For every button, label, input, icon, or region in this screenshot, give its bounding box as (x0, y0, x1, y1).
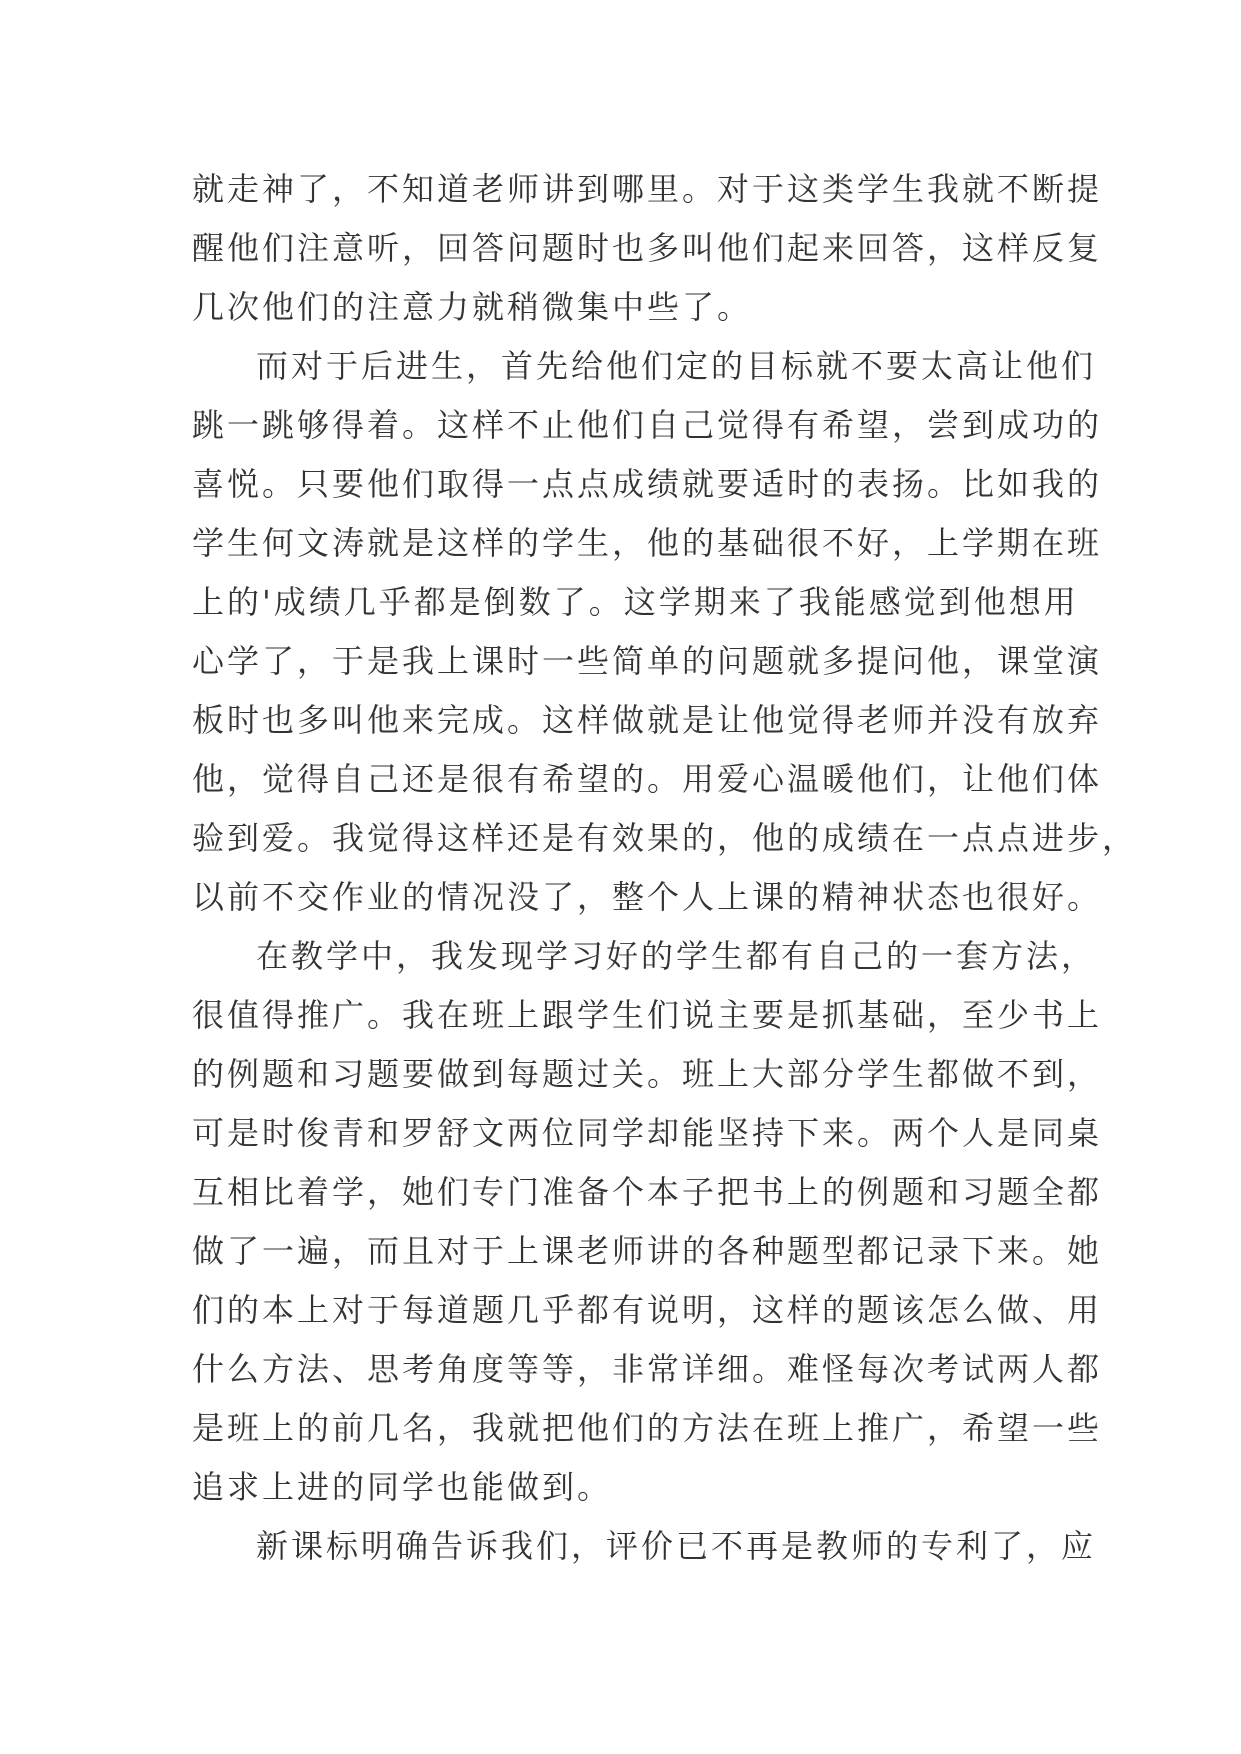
text-line: 们的本上对于每道题几乎都有说明，这样的题该怎么做、用 (192, 1291, 1103, 1329)
text-line: 他，觉得自己还是很有希望的。用爱心温暖他们，让他们体 (192, 760, 1103, 798)
text-line: 的例题和习题要做到每题过关。班上大部分学生都做不到， (192, 1055, 1103, 1093)
text-line: 板时也多叫他来完成。这样做就是让他觉得老师并没有放弃 (192, 701, 1103, 739)
text-line: 追求上进的同学也能做到。 (192, 1468, 613, 1506)
text-line: 就走神了，不知道老师讲到哪里。对于这类学生我就不断提 (192, 170, 1103, 208)
text-line: 什么方法、思考角度等等，非常详细。难怪每次考试两人都 (192, 1350, 1103, 1388)
text-line: 验到爱。我觉得这样还是有效果的，他的成绩在一点点进步， (192, 819, 1138, 857)
text-line: 上的'成绩几乎都是倒数了。这学期来了我能感觉到他想用 (192, 583, 1079, 621)
body-text (192, 160, 1138, 1576)
text-line: 可是时俊青和罗舒文两位同学却能坚持下来。两个人是同桌 (192, 1114, 1103, 1152)
text-line: 做了一遍，而且对于上课老师讲的各种题型都记录下来。她 (192, 1232, 1103, 1270)
text-line: 跳一跳够得着。这样不止他们自己觉得有希望，尝到成功的 (192, 406, 1103, 444)
paragraph-first-line: 新课标明确告诉我们，评价已不再是教师的专利了，应 (256, 1527, 1097, 1565)
paragraph-first-line: 在教学中，我发现学习好的学生都有自己的一套方法， (256, 937, 1097, 975)
text-line: 很值得推广。我在班上跟学生们说主要是抓基础，至少书上 (192, 996, 1103, 1034)
text-line: 几次他们的注意力就稍微集中些了。 (192, 288, 753, 326)
text-line: 喜悦。只要他们取得一点点成绩就要适时的表扬。比如我的 (192, 465, 1103, 503)
text-line: 心学了，于是我上课时一些简单的问题就多提问他，课堂演 (192, 642, 1103, 680)
text-line: 醒他们注意听，回答问题时也多叫他们起来回答，这样反复 (192, 229, 1103, 267)
text-line: 学生何文涛就是这样的学生，他的基础很不好，上学期在班 (192, 524, 1103, 562)
text-line: 以前不交作业的情况没了，整个人上课的精神状态也很好。 (192, 878, 1103, 916)
text-line: 是班上的前几名，我就把他们的方法在班上推广，希望一些 (192, 1409, 1103, 1447)
paragraph-first-line: 而对于后进生，首先给他们定的目标就不要太高让他们 (256, 347, 1097, 385)
text-line: 互相比着学，她们专门准备个本子把书上的例题和习题全都 (192, 1173, 1103, 1211)
